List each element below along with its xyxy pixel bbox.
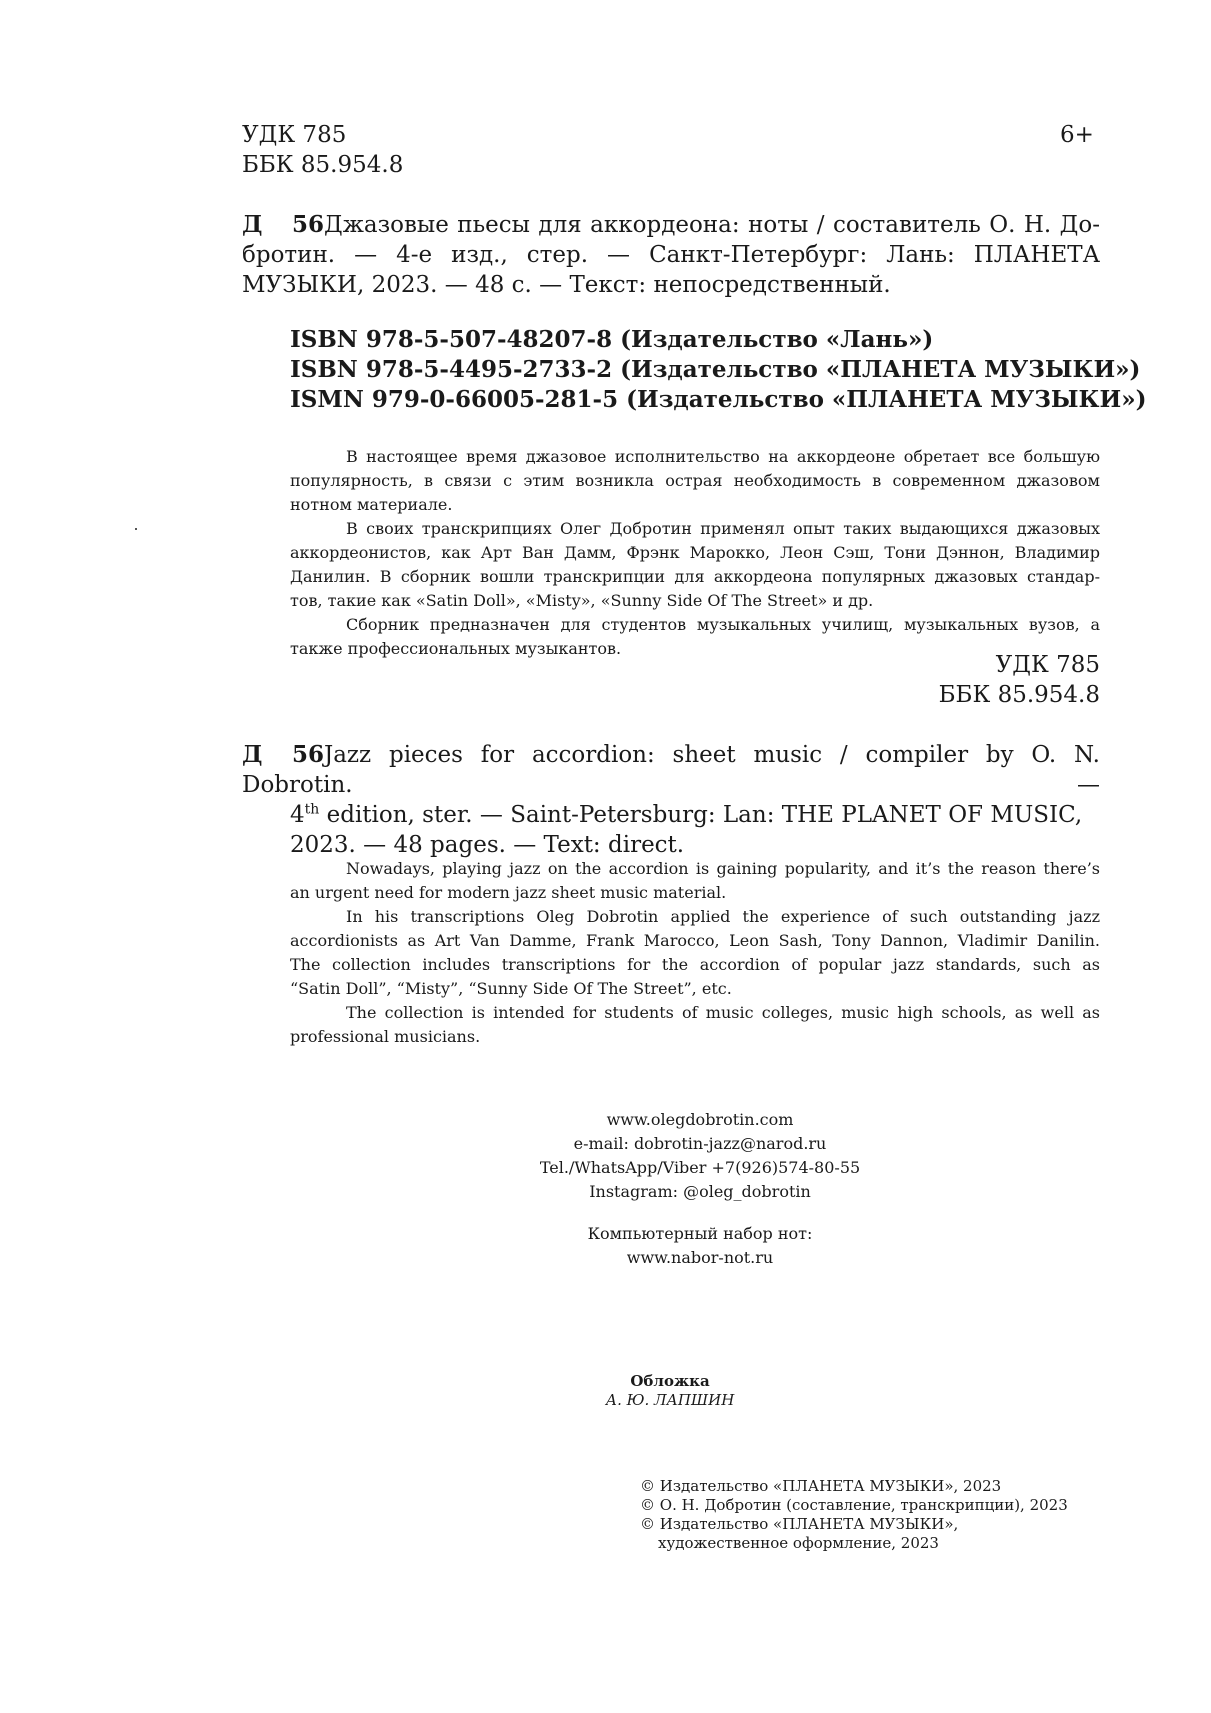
contacts-block: [470, 1108, 930, 1204]
ru-abstract-line: также профессиональных музыкантов.: [290, 639, 622, 658]
isbn-line: ISBN 978-5-507-48207-8 (Издательство «Лань»): [290, 326, 934, 353]
ru-abstract-line: В настоящее время джазовое исполнительство на аккордеоне обретает все большую: [346, 447, 1100, 466]
bbk-code: ББК 85.954.8: [938, 682, 1100, 708]
en-abstract-line: Nowadays, playing jazz on the accordion is gaining popularity, and it’s the reason there’s: [346, 859, 1100, 878]
cover-artist: А. Ю. ЛАПШИН: [605, 1391, 735, 1409]
copyright-line: художественное оформление, 2023: [658, 1534, 939, 1552]
classification-right: [800, 650, 1100, 710]
ru-abstract-line: Данилин. В сборник вошли транскрипции для аккордеона популярных джазовых стандар-: [290, 567, 1100, 586]
ru-abstract-line: популярность, в связи с этим возникла острая необходимость в современном джазовом: [290, 471, 1100, 490]
en-abstract: [290, 857, 1100, 1049]
copyright-block: [640, 1477, 1110, 1553]
age-rating: 6+: [1060, 122, 1094, 148]
phone-number: Tel./WhatsApp/Viber +7(926)574-80-55: [539, 1158, 861, 1177]
en-abstract-line: an urgent need for modern jazz sheet music material.: [290, 883, 727, 902]
typesetting-credit: [470, 1222, 930, 1270]
copyright-line: © Издательство «ПЛАНЕТА МУЗЫКИ», 2023: [640, 1477, 1002, 1495]
bbk-code: ББК 85.954.8: [242, 152, 404, 178]
typesetting-label: Компьютерный набор нот:: [587, 1224, 813, 1243]
cover-label: Обложка: [630, 1372, 710, 1390]
ru-record-line: Джазовые пьесы для аккордеона: ноты / составитель О. Н. До-: [324, 212, 1100, 238]
ru-abstract-line: Сборник предназначен для студентов музыкальных училищ, музыкальных вузов, а: [346, 615, 1100, 634]
cover-credit: [520, 1372, 820, 1410]
stray-dot: [135, 528, 137, 530]
en-abstract-line: The collection is intended for students of music colleges, music high schools, as well as: [346, 1003, 1100, 1022]
copyright-line: © Издательство «ПЛАНЕТА МУЗЫКИ»,: [640, 1515, 959, 1533]
ru-record-line: бротин. — 4-е изд., стер. — Санкт-Петербург: Лань: ПЛАНЕТА: [242, 242, 1100, 268]
ru-record-line: МУЗЫКИ, 2023. — 48 с. — Текст: непосредственный.: [242, 272, 891, 298]
udk-code: УДК 785: [242, 122, 347, 148]
ru-abstract: [290, 445, 1100, 661]
en-abstract-line: The collection includes transcriptions for the accordion of popular jazz standards, such as: [290, 955, 1100, 974]
en-abstract-line: professional musicians.: [290, 1027, 481, 1046]
isbn-block: [290, 325, 1146, 415]
ru-abstract-line: нотном материале.: [290, 495, 453, 514]
ru-abstract-line: аккордеонистов, как Арт Ван Дамм, Фрэнк Марокко, Леон Сэш, Тони Дэннон, Владимир: [290, 543, 1100, 562]
website-link[interactable]: www.olegdobrotin.com: [606, 1110, 794, 1129]
udk-code: УДК 785: [995, 652, 1100, 678]
en-abstract-line: In his transcriptions Oleg Dobrotin applied the experience of such outstanding jazz: [346, 907, 1100, 926]
copyright-line: © О. Н. Добротин (составление, транскрипции), 2023: [640, 1496, 1068, 1514]
typesetting-url[interactable]: www.nabor-not.ru: [626, 1248, 774, 1267]
email-link[interactable]: e-mail: dobrotin-jazz@narod.ru: [573, 1134, 827, 1153]
en-bibliographic-record: [242, 740, 1100, 860]
en-record-line: 2023. — 48 pages. — Text: direct.: [290, 832, 685, 858]
ru-abstract-line: тов, такие как «Satin Doll», «Misty», «Sunny Side Of The Street» и др.: [290, 591, 874, 610]
ru-bibliographic-record: [242, 210, 1100, 300]
ismn-line: ISMN 979-0-66005-281-5 (Издательство «ПЛАНЕТА МУЗЫКИ»): [290, 386, 1147, 413]
header-classification: [242, 120, 403, 180]
author-mark: Д 56: [242, 741, 324, 768]
author-mark: Д 56: [242, 211, 324, 238]
instagram-handle: Instagram: @oleg_dobrotin: [589, 1182, 811, 1201]
ru-abstract-line: В своих транскрипциях Олег Добротин применял опыт таких выдающихся джазовых: [346, 519, 1100, 538]
en-abstract-line: “Satin Doll”, “Misty”, “Sunny Side Of The Street”, etc.: [290, 979, 732, 998]
en-record-line: Jazz pieces for accordion: sheet music / compiler by O. N. Dobrotin. —: [242, 742, 1100, 798]
en-abstract-line: accordionists as Art Van Damme, Frank Marocco, Leon Sash, Tony Dannon, Vladimir Danilin.: [290, 931, 1100, 950]
isbn-line: ISBN 978-5-4495-2733-2 (Издательство «ПЛАНЕТА МУЗЫКИ»): [290, 356, 1141, 383]
en-record-line: 4th edition, ster. — Saint-Petersburg: Lan: THE PLANET OF MUSIC,: [290, 801, 1083, 828]
